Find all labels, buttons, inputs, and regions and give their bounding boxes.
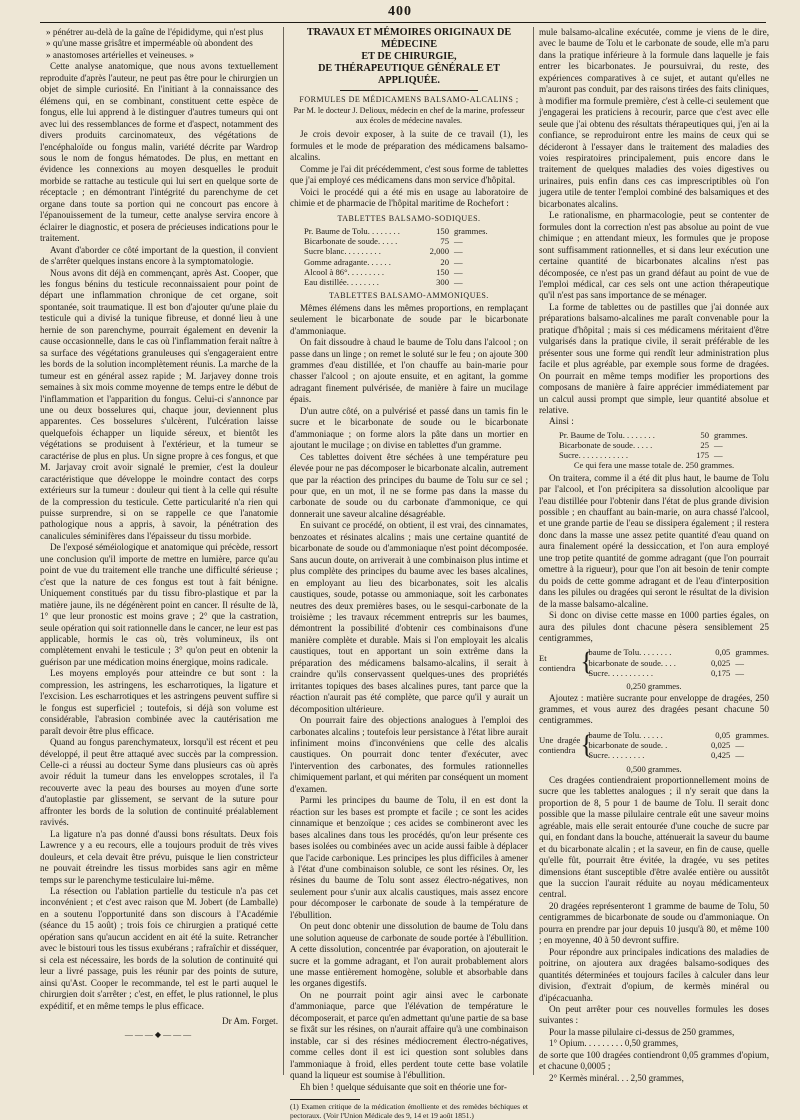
recipe-row: Pr. Baume de Tolu. . . . . . . . 50 grammes. — [559, 429, 748, 440]
paragraph: Cette analyse anatomique, que nous avons textuellement reproduite d'après l'auteur, ne peut pas être pour le chirurgien un objet de simple curiosité. En l'initiant à la connaissance des élémens qui, en se combinant, constituent cette espèce de fongus, elle lui apprend à le distinguer d'autres tumeurs qui ont avec lui des ressemblances de forme et d'aspect, notamment des divers produits carcinomateux, des végétations de l'encéphaloïde ou fongus malin, variété décrite par Wardrop sous le nom de fongus hématodes. De plus, en mettant en évidence les connexions au moyen desquelles le produit morbide se rattache au testicule qui lui sert en quelque sorte de réceptacle ; en démontrant l'intégrité du parenchyme de cet organe dans toute sa portion qui ne concourt pas encore à l'épanouissement de la tumeur, cette analyse servira encore à éclairer le diagnostic, et posera de précieuses indications pour le traitement. — [40, 61, 278, 244]
column-3 — [539, 27, 769, 1083]
dose-formula: 1° Opium. . . . . . . . . 0,50 grammes, — [549, 1038, 679, 1049]
paragraph: On peut donc obtenir une dissolution de baume de Tolu dans une solution aqueuse de carbonate de soude portée à l'ébullition. A cette dissolution, concentrée par évaporation, on ajouterait le sucre et la gomme adragant, et l'on aurait probablement alors une masse entièrement homogène, soluble et absorbable dans les organes digestifs. — [290, 921, 528, 989]
brace-symbol: { — [580, 647, 593, 677]
paragraph: On traitera, comme il a été dit plus haut, le baume de Tolu par l'alcool, et l'on précipitera sa dissolution alcoolique par l'eau distillée pour l'obtenir dans l'état de plus grande division possible ; en chauffant au bain-marie, on aura chassé l'alcool, et une grande partie de l'eau se dissipera également ; il restera donc dans la masse une assez petite quantité d'eau quand on aura finalement opéré la dessiccation, et l'on aura employé une trop petite quantité de gomme adragant (que l'on pourrait omettre à la rigueur), pour que l'on ait besoin de tenir compte du poids de cette gomme adragant et de l'eau d'interposition dans les pilules ou dragées qui seront le résultat de la division de la masse balsamo-alcaline. — [539, 472, 769, 609]
formula-row: baume de Tolu. . . . . . . . 0,05 grammes. — [588, 647, 769, 658]
paragraph: Pour répondre aux principales indications des maladies de poitrine, on ajoutera aux dragées balsamo-sodiques des quantités déterminées et toujours faciles à calculer dans leur division, d'extrait d'opium, de kermès minéral ou d'ipécacuanha. — [539, 946, 769, 1003]
recipe-row: Bicarbonate de soude. . . . . 75 — — [304, 236, 463, 247]
paragraph: mule balsamo-alcaline exécutée, comme je viens de le dire, avec le baume de Tolu et le carbonate de soude, elle m'a paru dans la pratique inférieure à la formule dans laquelle je fais entrer les bicarbonates. Je poursuivrai, du reste, des expériences comparatives à ce sujet, et autant qu'elles ne m'auront pas conduit, par des raisons tirées des faits cliniques, à modifier ma formule première, c'est à celle-ci seulement que j'engagerai les praticiens à recourir, parce que c'est avec elle seule que j'ai obtenu des résultats thérapeutiques qui, j'en ai la confiance, se reproduiront entre les mains de ceux qui se décideront à l'essayer dans le traitement des maladies des voies respiratoires principalement, puis encore dans le traitement de quelques maladies des voies digestives ou urinaires, puis enfin dans ces cas imprescriptibles où l'on jugera utile de tenter l'emploi combiné des balsamiques et des bicarbonates alcalins. — [539, 27, 769, 209]
ornament-divider: ———◆——— — [124, 1030, 194, 1040]
braced-items — [588, 647, 769, 678]
recipe-row: Sucre. . . . . . . . . . . . 175 — — [559, 450, 723, 461]
paragraph: Ajoutez : matière sucrante pour enveloppe de dragées, 250 grammes, et vous aurez des dragées pesant chacune 50 centigrammes. — [539, 692, 769, 726]
paragraph: Les moyens employés pour atteindre ce but sont : la compression, les astringens, les escharrotiques, la ligature et l'excision. Les escharrotiques et les astringens peuvent suffire si le fongus est superficiel ; toutefois, si déjà son volume est considérable, l'abrasion combinée avec la cautérisation me paraît devoir être plus efficace. — [40, 668, 278, 736]
footnote-rule — [290, 1099, 360, 1100]
paragraph: Quand au fongus parenchymateux, lorsqu'il est récent et peu développé, il peut être attaqué avec succès par la compression. Celle-ci a réussi au docteur Syme dans plusieurs cas où après avoir réduit la tumeur dans les enveloppes scrotales, il l'a recouverte avec la peau des bourses au moyen d'une sorte d'autoplastie par glissement, se servant de la suture pour affronter les bords de la solution de continuité préalablement ravivés. — [40, 737, 278, 828]
paragraph: Voici le procédé qui a été mis en usage au laboratoire de chimie et de pharmacie de l'hôpital maritime de Rochefort : — [290, 186, 528, 209]
quoted-line: » pénétrer au-delà de la gaîne de l'épididyme, qui n'est plus — [46, 27, 264, 37]
recipe-row: Bicarbonate de soude. . . . . 25 — — [559, 440, 723, 451]
column-separator — [283, 27, 284, 1075]
recipe-row: Alcool à 86°. . . . . . . . . 150 — — [304, 266, 463, 277]
paragraph: Nous avons dit déjà en commençant, après Ast. Cooper, que les fongus bénins du testicule reconnaissaient pour point de départ une inflammation chronique de cet organe, soit spontanée, soit traumatique. Il est bon d'ajouter qu'une plaie du testicule qui a divisé la tunique fibreuse, et donné lieu à une hernie de son parenchyme, pourrait également en devenir la cause occasionnelle, dans le cas où l'inflammation ferait naître à sa surface des végétations granuleuses qui s'engageraient entre les bords de la solution incomplètement réunis. La marche de la tumeur est en général assez rapide ; M. Jarjavey donne trois semaines à six mois comme moyenne de temps entre le début de l'inflammation et l'apparition du fongus. Celui-ci s'annonce par une ou deux bosselures qui, chaque jour, deviennent plus apparentes. Ces bosselures s'ulcèrent, l'ulcération laisse quelquefois échapper un liquide séreux, et bientôt les végétations se produisent à l'extérieur, et la tumeur se caractérise de plus en plus. Un signe propre à ces fongus, et que M. Jarjavay croit avoir signalé le premier, c'est la douleur caractéristique que développe le moindre contact des corps extérieurs sur la tumeur : douleur qui tient à la celle qui résulte de la compression du testicule. Cette particularité n'a rien qui puisse surprendre, si on se rappelle ce que l'anatomie pathologique nous a appris, à savoir, la pénétration des canalicules séminifères dans l'épaisseur du tissu morbide. — [40, 267, 278, 541]
formula-row: bicarbonate de soude. . 0,025 — — [588, 740, 744, 751]
paragraph: En suivant ce procédé, on obtient, il est vrai, des cinnamates, benzoates et résinates alcalins ; mais une certaine quantité de bicarbonate de soude ou d'ammoniaque n'est point décomposée. Sans aucun doute, on arriverait à une combinaison plus intime et plus complète des principes du baume avec les bases alcalines, en employant au lieu des bicarbonates, soit les alcalis caustiques, soude, potasse ou ammoniaque, soit les carbonates neutres des deux premières bases, ou le sesqui-carbonate de la troisième ; les travaux récemment entrepris sur les baumes, démontrent la possibilité d'obtenir ces combinaisons d'une manière complète et durable. Mais si l'on employait les alcalis caustiques, tout en apportant un soin extrême dans la préparation des médicamens balsamo-alcalins, il serait à craindre qu'ils conservassent quelques-unes des propriétés irritantes topiques des bases alcalines pures, tant parce que la réaction n'aurait pas été complète, que parce qu'il y aurait un décomposition ultérieure. — [290, 520, 528, 714]
paragraph: Mêmes élémens dans les mêmes proportions, en remplaçant seulement le bicarbonate de soude par le bicarbonate d'ammoniaque. — [290, 302, 528, 336]
article-byline: Par M. le docteur J. Delioux, médecin en chef de la marine, professeur aux écoles de médecine navales. — [293, 106, 525, 126]
paragraph: On peut arrêter pour ces nouvelles formules les doses suivantes : — [539, 1004, 769, 1026]
paragraph: La résection ou l'ablation partielle du testicule n'a pas cet inconvénient ; et c'est avec raison que M. Jobert (de Lamballe) en a soutenu l'opportunité dans son discours à l'Académie (séance du 15 août) ; trois fois ce chirurgien a pratiqué cette opération sans qu'aucun accident en ait été la suite. Retrancher avec le bistouri tous les tissus exubérans ; rafraîchir et disséquer, si cela est nécessaire, les bords de la solution de continuité qui leur a livré passage, puis les réunir par des points de suture, ainsi qu'Ast. Cooper le recommande, tel est le parti auquel le chirurgien doit s'arrêter ; c'est, en effet, le plus rationnel, le plus expéditif, et en même temps le plus efficace. — [40, 885, 278, 1011]
paragraph: On pourrait faire des objections analogues à l'emploi des carbonates alcalins ; toutefois leur persistance à l'état libre aurait infiniment moins d'inconvéniens que celle des alcalis caustiques. On pourrait donc tenter d'exécuter, avec l'intervention des carbonates, des formules rationnelles chimiquement parlant, et qui mériten par conséquent un moment d'examen. — [290, 715, 528, 794]
paragraph: Ces dragées contiendraient proportionnellement moins de sucre que les tablettes analogues ; il n'y serait que dans la proportion de 8, 5 pour 1 de baume de Tolu. Il serait donc possible que la masse pilulaire centrale eût une saveur moins agréable, mais elle serait entourée d'une couche de sucre par qui, en fondant dans la bouche, atténuerait la saveur du baume et du bicarbonate alcalin ; et la saveur, en fin de cause, quelle qu'elle fût, pourrait être évitée, la dragée, vu ses petites dimensions étant susceptible d'être avalée entière ou aussitôt que la succion l'aurait réduite au noyau médicamenteux central. — [539, 774, 769, 900]
page-number: 400 — [388, 4, 412, 19]
article-subtitle: FORMULES DE MÉDICAMENS BALSAMO-ALCALINS ; — [299, 95, 519, 104]
brace-symbol: { — [580, 729, 593, 759]
recipe-row: Gomme adragante. . . . . . 20 — — [304, 256, 463, 267]
header-rule — [40, 22, 766, 23]
paragraph: 20 dragées représenteront 1 gramme de baume de Tolu, 50 centigrammes de bicarbonate de soude ou d'ammoniaque. On pourra en prendre par jour depuis 10 jusqu'à 80, et même 100 ; en moyenne, 40 à 50 devront suffire. — [539, 900, 769, 946]
paragraph: On fait dissoudre à chaud le baume de Tolu dans l'alcool ; on passe dans un linge ; on remet le soluté sur le feu ; on ajoute 300 grammes d'eau distillée, et l'on chauffe au bain-marie pour chasser l'alcool ; on ajoute ensuite, et en agitant, la gomme adragant finement pulvérisée, de manière à faire un mucilage épais. — [290, 337, 528, 405]
quoted-line: » qu'une masse grisâtre et imperméable où abondent des — [46, 38, 253, 49]
paragraph: Je crois devoir exposer, à la suite de ce travail (1), les formules et le mode de préparation des médicamens balsamo-alcalins. — [290, 129, 528, 163]
quoted-line: » anastomoses artérielles et veineuses. » — [46, 49, 194, 60]
paragraph: Parmi les principes du baume de Tolu, il en est dont la réaction sur les bases est prompte et facile ; ce sont les acides cinnamique et benzoïque ; ces acides se combineront avec les bases alcalines dans tous les procédés, qu'on leur présente ces bases isolées ou combinées avec un acide aussi faible à déplacer que l'acide carbonique. Les principes les plus difficiles à amener à l'état d'une combinaison soluble, ce sont les résines. Or, les résines du baume de Tolu sont assez électro-négatives, non seulement pour s'unir aux alcalis caustiques, mais assez encore pour décomposer le carbonate de soude à la température de l'ébullition. — [290, 795, 528, 920]
recipe-table — [539, 430, 769, 471]
paragraph: Pour la masse pilulaire ci-dessus de 250 grammes, — [549, 1026, 735, 1037]
section-title-line: TRAVAUX ET MÉMOIRES ORIGINAUX DE MÉDECINE — [306, 27, 512, 50]
braced-formula — [539, 647, 769, 678]
paragraph: La forme de tablettes ou de pastilles que j'ai donnée aux préparations balsamo-alcalines me paraît convenable pour la pratique d'hôpital ; mais si ces médicamens méritaient d'être vulgarisés dans la pratique civile, il serait préférable de les présenter sous une forme qui rendît leur administration plus facile et plus agréable, par exemple sous forme de dragées. On pourrait en même temps modifier les proportions des composans de manière à faire apprécier immédiatement par un calcul aussi prompt que simple, leur quantité absolue et relative. — [539, 301, 769, 415]
braced-lead: Et contiendra — [539, 652, 576, 673]
recipe-table — [304, 226, 528, 287]
braced-lead: Une dragée contiendra — [539, 734, 581, 756]
paragraph: De l'exposé séméiologique et anatomique qui précède, ressort une conclusion qu'il importe de mettre en lumière, parce qu'au point de vue du traitement elle tranche une difficulté sérieuse ; c'est que la nature de ces fongus est tout à fait bénigne. Uniquement constitués par du tissu fibro-plastique et par la matière jaune, ils ne dégénèrent point en cancer. Il résulte de là, 1° que leur pronostic est moins grave ; 2° que la castration, seule opération qui soit rationnelle dans le cancer, ne leur est pas applicable, hormis le cas où, très volumineux, ils ont complètement envahi le testicule ; 3° qu'on peut en obtenir la guérison par une médication moins énergique, moins radicale. — [40, 542, 278, 667]
paragraph: Ces tablettes doivent être séchées à une température peu élevée pour ne pas décomposer le bicarbonate alcalin, autrement que par la réaction des principes du baume de Tolu sur ce sel ; pour que, en un mot, il ne se forme pas dans la masse du carbonate de soude ou du carbonate d'ammonique, ce qui donnerait une saveur alcaline désagréable. — [290, 451, 528, 519]
column-2 — [290, 27, 528, 1120]
section-title-line: ET DE CHIRURGIE, — [361, 51, 457, 62]
formula-total: 0,500 grammes. — [626, 763, 682, 774]
braced-items — [588, 730, 769, 761]
dose-formula: 2° Kermès minéral. . . 2,50 grammes, — [549, 1072, 684, 1083]
paragraph: Eh bien ! quelque séduisante que soit en théorie une for- — [300, 1081, 507, 1092]
section-title-line: DE THÉRAPEUTIQUE GÉNÉRALE ET APPLIQUÉE. — [318, 63, 500, 86]
paragraph: Le rationalisme, en pharmacologie, peut se contenter de formules dont la correction n'est pas absolue au point de vue chimique ; en attendant mieux, les formules que je propose sont suffisamment rationnelles, et si dans leur exécution une certaine quantité de bicarbonates alcalins n'est pas décomposée, ce n'est pas un grand défaut au point de vue de l'emploi médical, car ces sels ont une action thérapeutique qu'il n'est pas sans importance de se ménager. — [539, 210, 769, 301]
paragraph: Avant d'aborder ce côté important de la question, il convient de s'arrêter quelques instans encore à la symptomatologie. — [40, 244, 278, 267]
paragraph: Comme je l'ai dit précédemment, c'est sous forme de tablettes que j'ai employé ces médicamens dans mon service d'hôpital. — [290, 163, 528, 186]
formula-row: Sucre. . . . . . . . . . . 0,175 — — [588, 667, 744, 678]
footnote: (1) Examen critique de la médication émolliente et des remèdes béchiques et pectoraux. (Voir l'Union Médicale des 9, 14 et 19 août 1851.) — [290, 1102, 528, 1120]
column-1 — [40, 27, 278, 1077]
column-separator — [533, 27, 534, 1075]
formula-row: Sucre. . . . . . . . . 0,425 — — [588, 750, 744, 761]
recipe-row: Eau distillée. . . . . . . . 300 — — [304, 277, 463, 288]
title-rule — [340, 90, 478, 91]
braced-formula — [539, 730, 769, 761]
paragraph: La ligature n'a pas donné d'aussi bons résultats. Deux fois Lawrence y a eu recours, elle a toujours produit de très vives douleurs, et cela devait être prévu, puisque le lien constricteur ne pouvait étreindre les tissus morbides sans agir en même temps sur le parenchyme testiculaire lui-même. — [40, 828, 278, 885]
formula-row: bicarbonate de soude. . . . 0,025 — — [588, 657, 744, 668]
recipe-row: Pr. Baume de Tolu. . . . . . . . 150 grammes. — [304, 226, 488, 237]
paragraph: Ainsi : — [549, 416, 574, 427]
paragraph: de sorte que 100 dragées contiendront 0,05 grammes d'opium, et chacune 0,0005 ; — [539, 1049, 769, 1072]
author-signature: Dr Am. Forget. — [222, 1015, 278, 1026]
paragraph: D'un autre côté, on a pulvérisé et passé dans un tamis fin le sucre et le bicarbonate de soude ou le bicarbonate d'ammoniaque ; on forme alors la pâte dans un mortier en ajoutant le mucilage ; on divise en tablettes d'un gramme. — [290, 405, 528, 451]
recipe-row: Sucre blanc. . . . . . . . . 2,000 — — [304, 246, 463, 257]
formula-total: 0,250 grammes. — [626, 681, 682, 692]
paragraph: Si donc on divise cette masse en 1000 parties égales, on aura des pilules dont chacune pèsera sensiblement 25 centigrammes, — [539, 610, 769, 644]
recipe-total: Ce qui fera une masse totale de. 250 grammes. — [573, 460, 735, 471]
formula-row: baume de Tolu. . . . . . 0,05 grammes. — [588, 729, 769, 740]
paragraph: On ne pourrait point agir ainsi avec le carbonate d'ammoniaque, parce que l'élévation de température le décomposerait, et parce qu'en admettant qu'une partie de sa base se fixât sur les résines, on n'aurait affaire qu'à une combinaison instable, car si des résines médiocrement électro-négatives, comme celles dont il est ici question sont solubles dans l'ammoniaque à froid, elles perdent toute cette base volatile quand la liqueur est soumise à l'ébullition. — [290, 989, 528, 1081]
recipe-heading: TABLETTES BALSAMO-SODIQUES. — [337, 213, 481, 223]
recipe-heading: TABLETTES BALSAMO-AMMONIQUES. — [329, 291, 489, 301]
